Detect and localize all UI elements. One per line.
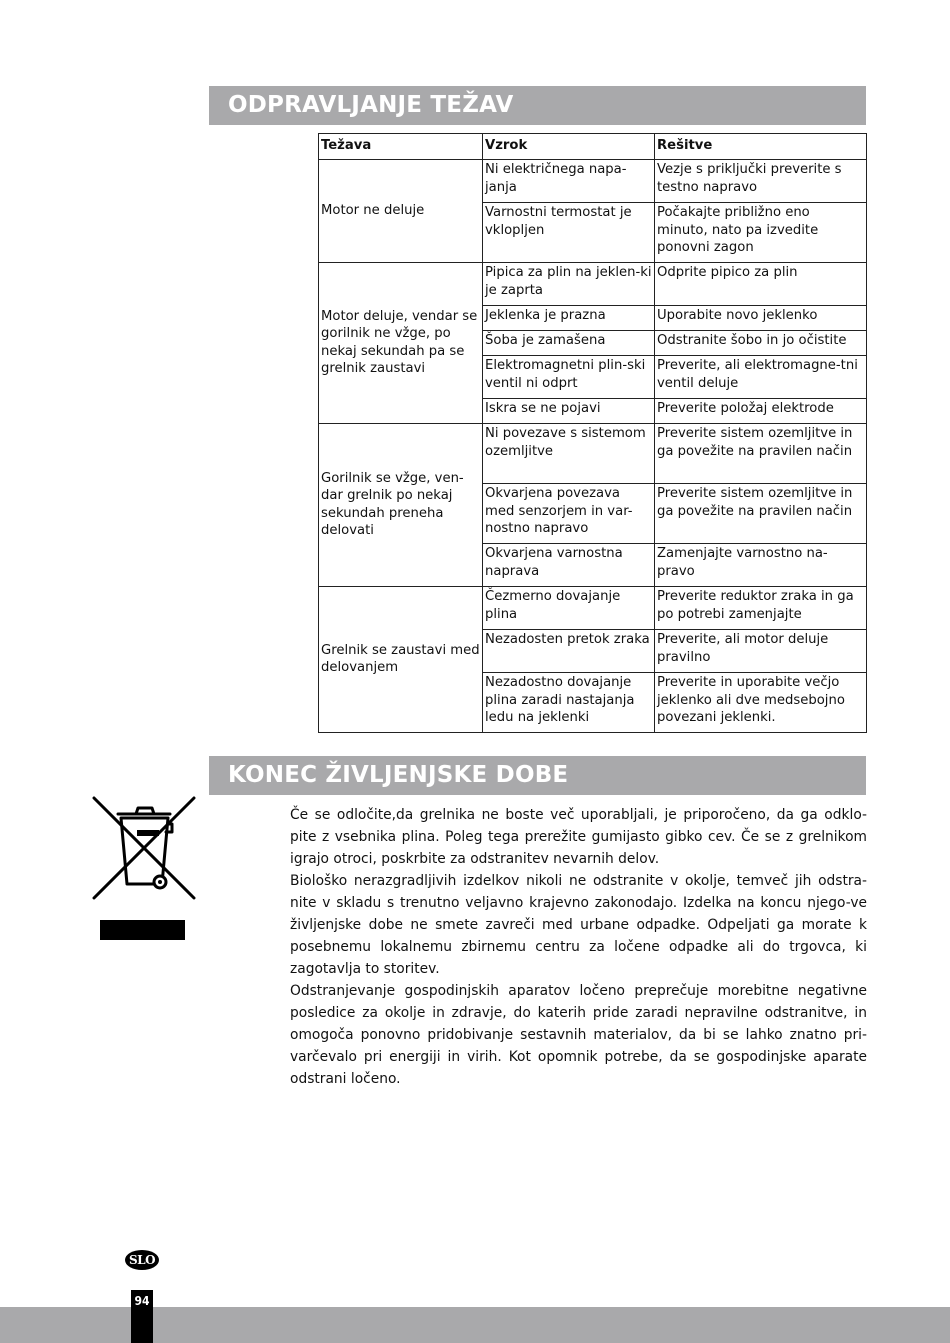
problem-cell: Motor ne deluje [319,160,483,263]
cause-cell: Pipica za plin na jeklen-ki je zaprta [483,263,655,306]
end-of-life-title: KONEC ŽIVLJENJSKE DOBE [209,756,866,795]
solution-cell: Preverite sistem ozemljitve in ga povežite na pravilen način [655,484,867,544]
solution-cell: Uporabite novo jeklenko [655,306,867,331]
table-row [319,587,867,630]
cause-cell: Nezadostno dovajanje plina zaradi nastajanja ledu na jeklenki [483,673,655,733]
table-row [319,424,867,484]
problem-cell: Grelnik se zaustavi med delovanjem [319,587,483,733]
solution-cell: Preverite sistem ozemljitve in ga povežite na pravilen način [655,424,867,484]
solution-cell: Vezje s priključki preverite s testno napravo [655,160,867,203]
cause-cell: Nezadosten pretok zraka [483,630,655,673]
cause-cell: Ni povezave s sistemom ozemljitve [483,424,655,484]
cause-cell: Iskra se ne pojavi [483,399,655,424]
cause-cell: Okvarjena varnostna naprava [483,544,655,587]
solution-cell: Preverite položaj elektrode [655,399,867,424]
header-cause: Vzrok [483,134,655,160]
header-solution: Rešitve [655,134,867,160]
cause-cell: Ni električnega napa-janja [483,160,655,203]
solution-cell: Odstranite šobo in jo očistite [655,331,867,356]
cause-cell: Šoba je zamašena [483,331,655,356]
cause-cell: Elektromagnetni plin-ski ventil ni odprt [483,356,655,399]
weee-crossed-bin-icon [90,792,200,904]
table-row [319,160,867,203]
page-number: 94 [134,1294,150,1308]
cause-cell: Čezmerno dovajanje plina [483,587,655,630]
paragraph: Biološko nerazgradljivih izdelkov nikoli ne odstranite v okolje, temveč jih odstra-nite v skladu s trenutno veljavno krajevno zakonodajo. Izdelka na koncu njego-ve življenjske dobe ne smete zavreči med urbane odpadke. Odpeljati ga morate k posebnemu lokalnemu zbirnemu centru za ločene odpadke ali do trgovca, ki zagotavlja to storitev. [290,873,867,977]
header-problem: Težava [319,134,483,160]
cause-cell: Varnostni termostat je vklopljen [483,203,655,263]
solution-cell: Odprite pipico za plin [655,263,867,306]
troubleshooting-table [318,133,867,733]
table-header-row [319,134,867,160]
weee-underline-bar [100,920,185,940]
solution-cell: Zamenjajte varnostno na-pravo [655,544,867,587]
problem-cell: Gorilnik se vžge, ven-dar grelnik po nekaj sekundah preneha delovati [319,424,483,587]
end-of-life-text [290,804,867,1090]
table-row [319,263,867,306]
solution-cell: Preverite reduktor zraka in ga po potrebi zamenjajte [655,587,867,630]
solution-cell: Preverite, ali motor deluje pravilno [655,630,867,673]
solution-cell: Preverite in uporabite večjo jeklenko ali dve medsebojno povezani jeklenki. [655,673,867,733]
language-badge: SLO [125,1250,159,1270]
troubleshooting-title: ODPRAVLJANJE TEŽAV [209,86,866,125]
solution-cell: Počakajte približno eno minuto, nato pa izvedite ponovni zagon [655,203,867,263]
solution-cell: Preverite, ali elektromagne-tni ventil deluje [655,356,867,399]
cause-cell: Jeklenka je prazna [483,306,655,331]
problem-cell: Motor deluje, vendar se gorilnik ne vžge, po nekaj sekundah pa se grelnik zaustavi [319,263,483,424]
cause-cell: Okvarjena povezava med senzorjem in var-nostno napravo [483,484,655,544]
paragraph: Odstranjevanje gospodinjskih aparatov ločeno preprečuje morebitne negativne posledice za okolje in zdravje, do katerih pride zaradi nepravilne odstranitve, in omogoča ponovno pridobivanje sestavnih materialov, da bi se lahko znatno pri-varčevalo pri energiji in virih. Kot opomnik potrebe, da se gospodinjske aparate odstrani ločeno. [290,983,867,1087]
paragraph: Če se odločite,da grelnika ne boste več uporabljali, je priporočeno, da ga odklo-pite z vsebnika plina. Poleg tega prerežite gumijasto gibko cev. Če se z grelnikom igrajo otroci, poskrbite za odstranitev nevarnih delov. [290,807,867,867]
